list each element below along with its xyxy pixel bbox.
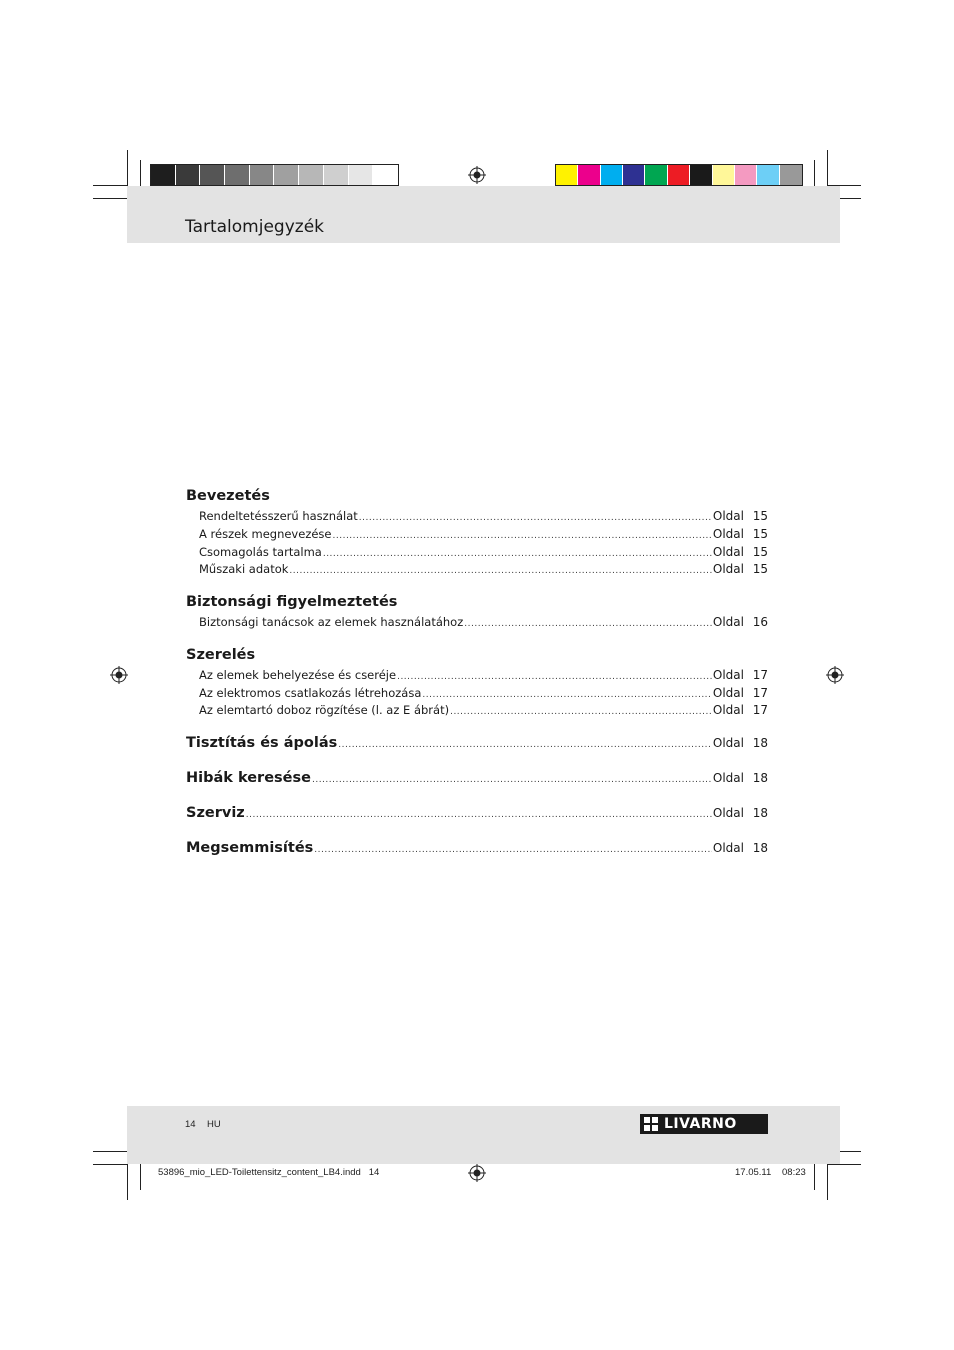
gray-swatch <box>151 165 176 185</box>
process-color-swatch <box>645 165 667 185</box>
table-of-contents <box>186 488 768 868</box>
gray-color-bar <box>150 164 399 186</box>
toc-item[interactable]: Műszaki adatok ..... Oldal 15 <box>199 562 768 576</box>
brand-name: LIVARNO <box>664 1116 737 1132</box>
slug-time: 08:23 <box>782 1167 806 1178</box>
toc-main-entry[interactable]: Megsemmisítés ..... Oldal 18 <box>186 840 768 856</box>
toc-item[interactable]: Rendeltetésszerű használat ..... Oldal 15 <box>199 509 768 523</box>
toc-main-entry[interactable]: Hibák keresése ..... Oldal 18 <box>186 770 768 786</box>
gray-swatch <box>176 165 201 185</box>
process-color-swatch <box>757 165 779 185</box>
registration-mark-icon <box>826 666 844 684</box>
toc-item[interactable]: Biztonsági tanácsok az elemek használatához ..... Oldal 16 <box>199 615 768 629</box>
language-code: HU <box>207 1119 221 1130</box>
process-color-swatch <box>578 165 600 185</box>
toc-item[interactable]: Az elemtartó doboz rögzítése (l. az E ábrát) ..... Oldal 17 <box>199 703 768 717</box>
process-color-swatch <box>601 165 623 185</box>
gray-swatch <box>225 165 250 185</box>
section-title-szereles: Szerelés <box>186 647 256 663</box>
livarno-logo-icon <box>644 1117 658 1131</box>
toc-main-entry[interactable]: Tisztítás és ápolás ..... Oldal 18 <box>186 735 768 751</box>
gray-swatch <box>373 165 398 185</box>
gray-swatch <box>200 165 225 185</box>
gray-swatch <box>324 165 349 185</box>
slug-file: 53896_mio_LED-Toilettensitz_content_LB4.indd 14 <box>158 1167 380 1178</box>
brand-logo <box>640 1114 768 1134</box>
gray-swatch <box>299 165 324 185</box>
section-title-bevezetes: Bevezetés <box>186 488 270 504</box>
process-color-swatch <box>690 165 712 185</box>
toc-item[interactable]: Az elektromos csatlakozás létrehozása ..... Oldal 17 <box>199 686 768 700</box>
toc-main-entry[interactable]: Szerviz ..... Oldal 18 <box>186 805 768 821</box>
process-color-swatch <box>668 165 690 185</box>
process-color-swatch <box>780 165 802 185</box>
process-color-swatch <box>713 165 735 185</box>
gray-swatch <box>349 165 374 185</box>
process-color-bar <box>555 164 803 186</box>
page-number: 14 <box>185 1119 196 1130</box>
registration-mark-icon <box>468 166 486 184</box>
gray-swatch <box>250 165 275 185</box>
process-color-swatch <box>556 165 578 185</box>
section-title-biztonsagi: Biztonsági figyelmeztetés <box>186 594 398 610</box>
process-color-swatch <box>735 165 757 185</box>
toc-item[interactable]: Az elemek behelyezése és cseréje ..... Oldal 17 <box>199 668 768 682</box>
toc-item[interactable]: Csomagolás tartalma ..... Oldal 15 <box>199 545 768 559</box>
registration-mark-icon <box>468 1164 486 1182</box>
gray-swatch <box>274 165 299 185</box>
toc-item[interactable]: A részek megnevezése ..... Oldal 15 <box>199 527 768 541</box>
registration-mark-icon <box>110 666 128 684</box>
slug-date: 17.05.11 <box>735 1167 772 1178</box>
page-title: Tartalomjegyzék <box>185 217 325 237</box>
process-color-swatch <box>623 165 645 185</box>
